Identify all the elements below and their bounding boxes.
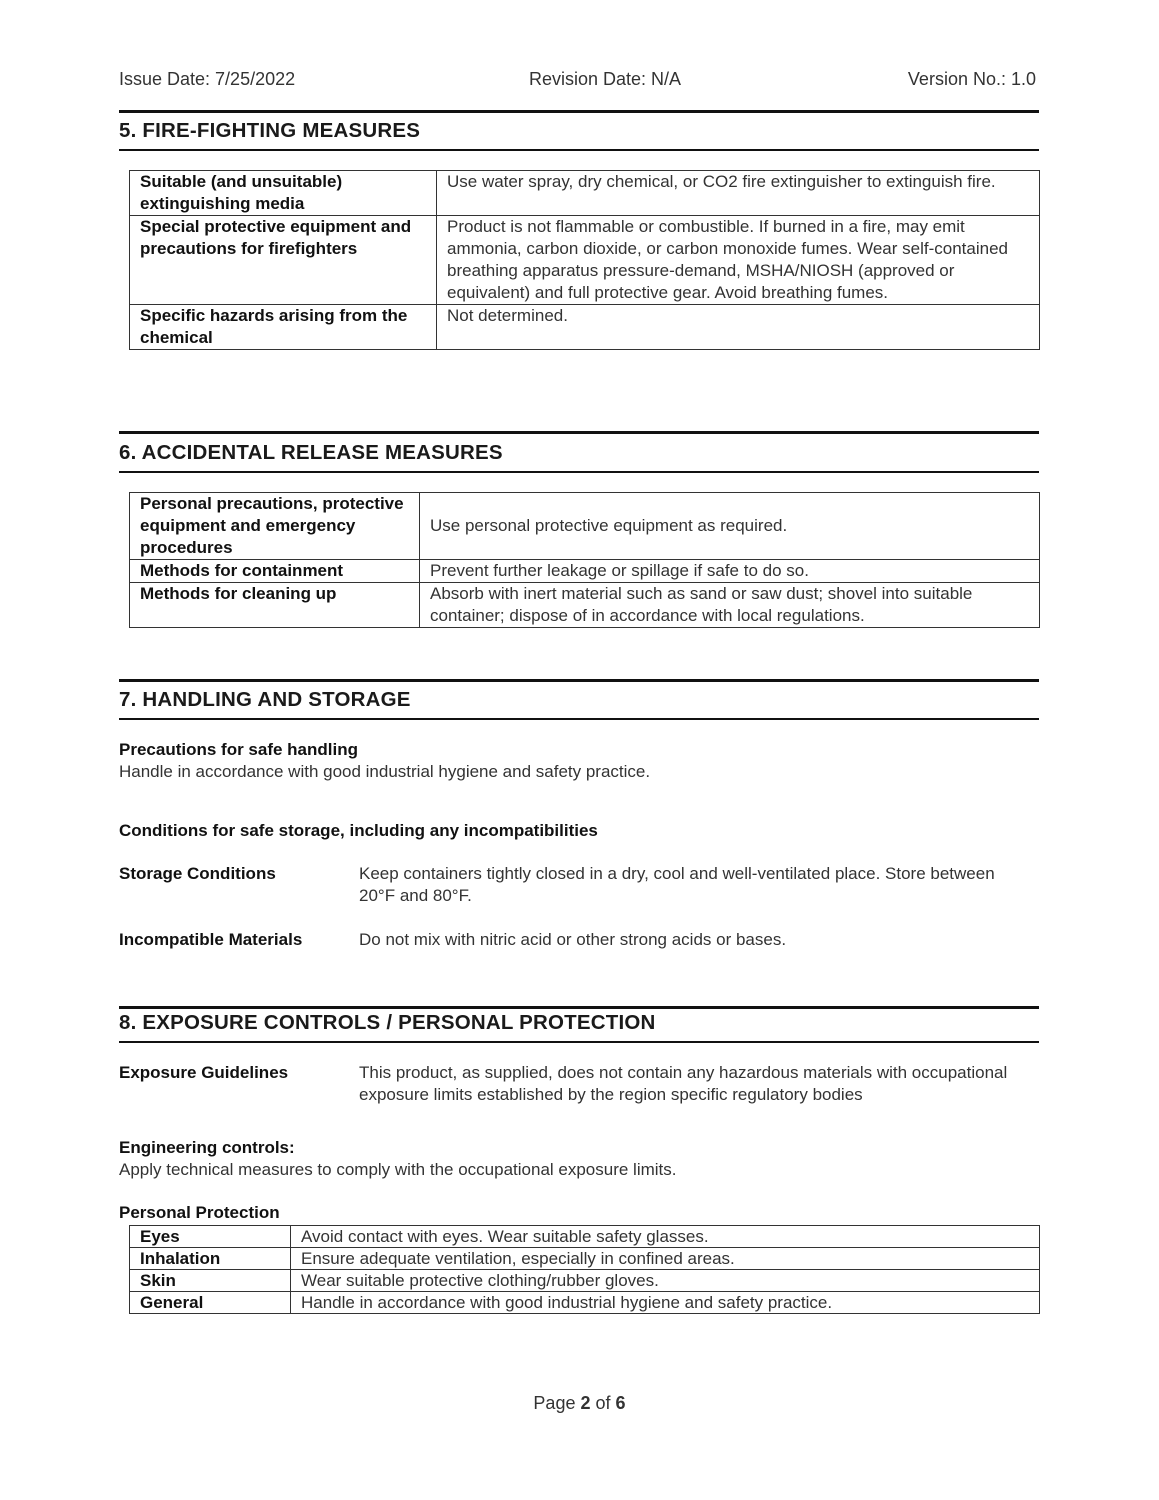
accidental-release-table xyxy=(129,492,1040,628)
section-8-title: 8. EXPOSURE CONTROLS / PERSONAL PROTECTION xyxy=(119,1011,656,1034)
row-value: Avoid contact with eyes. Wear suitable safety glasses. xyxy=(291,1226,1040,1248)
row-label: Skin xyxy=(130,1270,291,1292)
precautions-heading: Precautions for safe handling xyxy=(119,740,358,759)
issue-date: Issue Date: 7/25/2022 xyxy=(119,69,296,89)
row-value: Ensure adequate ventilation, especially in confined areas. xyxy=(291,1248,1040,1270)
engineering-heading: Engineering controls: xyxy=(119,1138,295,1157)
storage-label: Storage Conditions xyxy=(119,864,276,883)
table-row xyxy=(130,1248,1040,1270)
row-value: Handle in accordance with good industrial hygiene and safety practice. xyxy=(291,1292,1040,1314)
divider xyxy=(119,471,1039,473)
revision-date: Revision Date: N/A xyxy=(529,69,682,89)
storage-text: Keep containers tightly closed in a dry, cool and well-ventilated place. Store between 20°F and 80°F. xyxy=(359,864,995,905)
divider xyxy=(119,1006,1039,1009)
page-of: of xyxy=(595,1393,611,1413)
divider xyxy=(119,431,1039,434)
incompatible-label: Incompatible Materials xyxy=(119,930,303,949)
row-label: Specific hazards arising from the chemical xyxy=(130,305,437,350)
exposure-text: This product, as supplied, does not contain any hazardous materials with occupational exposure limits established by the region specific regulatory bodies xyxy=(359,1063,1008,1104)
version-number: Version No.: 1.0 xyxy=(907,69,1036,89)
row-value: Use water spray, dry chemical, or CO2 fire extinguisher to extinguish fire. xyxy=(437,171,1040,216)
page-current: 2 xyxy=(580,1393,591,1413)
incompatible-text: Do not mix with nitric acid or other strong acids or bases. xyxy=(359,930,787,949)
engineering-text: Apply technical measures to comply with the occupational exposure limits. xyxy=(119,1160,677,1179)
table-row xyxy=(130,216,1040,305)
row-value: Not determined. xyxy=(437,305,1040,350)
divider xyxy=(119,110,1039,113)
row-label: Methods for cleaning up xyxy=(130,583,420,628)
ppe-heading: Personal Protection xyxy=(119,1203,280,1222)
row-value: Use personal protective equipment as required. xyxy=(420,493,1040,560)
precautions-text: Handle in accordance with good industrial hygiene and safety practice. xyxy=(119,762,651,781)
section-7-title: 7. HANDLING AND STORAGE xyxy=(119,688,411,711)
divider xyxy=(119,149,1039,151)
table-row xyxy=(130,305,1040,350)
row-value: Absorb with inert material such as sand or saw dust; shovel into suitable container; dispose of in accordance with local regulations. xyxy=(420,583,1040,628)
divider xyxy=(119,718,1039,720)
row-value: Prevent further leakage or spillage if safe to do so. xyxy=(420,560,1040,583)
row-label: Eyes xyxy=(130,1226,291,1248)
divider xyxy=(119,679,1039,682)
table-row xyxy=(130,1226,1040,1248)
section-5-title: 5. FIRE-FIGHTING MEASURES xyxy=(119,119,421,142)
page-prefix: Page xyxy=(533,1393,576,1413)
exposure-label: Exposure Guidelines xyxy=(119,1063,289,1082)
row-value: Wear suitable protective clothing/rubber gloves. xyxy=(291,1270,1040,1292)
table-row xyxy=(130,1292,1040,1314)
table-row xyxy=(130,493,1040,560)
row-value: Product is not flammable or combustible. If burned in a fire, may emit ammonia, carbon dioxide, or carbon monoxide fumes. Wear self-contained breathing apparatus pressure-demand, MSHA/NIOSH (approved or equivalent) and full protective gear. Avoid breathing fumes. xyxy=(437,216,1040,305)
divider xyxy=(119,1041,1039,1043)
personal-protection-table xyxy=(129,1225,1040,1314)
page-total: 6 xyxy=(615,1393,626,1413)
row-label: Suitable (and unsuitable) extinguishing media xyxy=(130,171,437,216)
table-row xyxy=(130,583,1040,628)
row-label: Personal precautions, protective equipment and emergency procedures xyxy=(130,493,420,560)
table-row xyxy=(130,171,1040,216)
row-label: General xyxy=(130,1292,291,1314)
conditions-heading: Conditions for safe storage, including any incompatibilities xyxy=(119,821,598,840)
row-label: Special protective equipment and precautions for firefighters xyxy=(130,216,437,305)
table-row xyxy=(130,1270,1040,1292)
row-label: Inhalation xyxy=(130,1248,291,1270)
fire-fighting-table xyxy=(129,170,1040,350)
table-row xyxy=(130,560,1040,583)
page-number xyxy=(0,1392,1159,1414)
section-6-title: 6. ACCIDENTAL RELEASE MEASURES xyxy=(119,441,503,464)
row-label: Methods for containment xyxy=(130,560,420,583)
